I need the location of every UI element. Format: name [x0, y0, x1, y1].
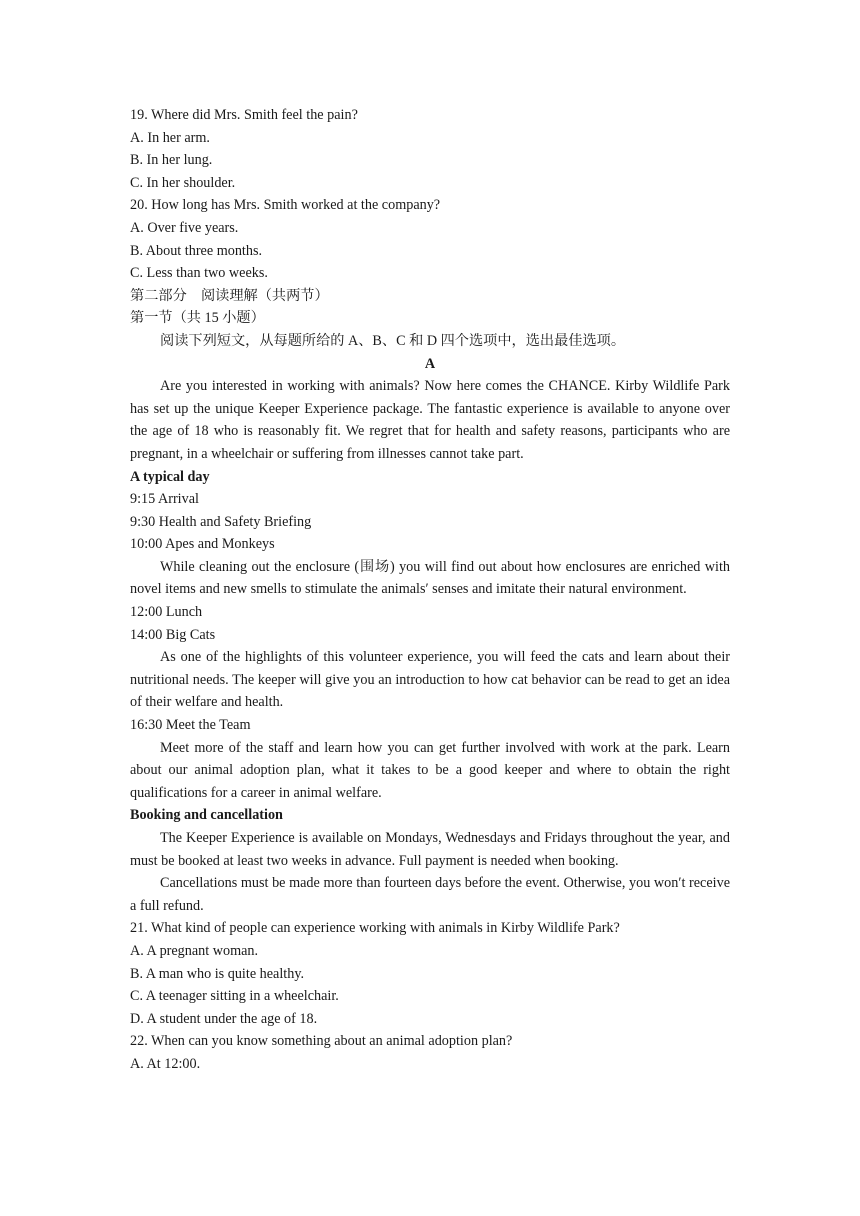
- question-21: 21. What kind of people can experience working with animals in Kirby Wildlife Park?: [130, 920, 620, 937]
- schedule-item: 16:30 Meet the Team: [130, 717, 251, 734]
- option-19a: A. In her arm.: [130, 129, 210, 146]
- question-20: 20. How long has Mrs. Smith worked at the company?: [130, 197, 441, 214]
- apes-description: While cleaning out the enclosure (围场) you will find out about how enclosures are enriched with novel items and new smells to stimulate the animals′ senses and imitate their natural environment.: [130, 558, 730, 598]
- option-19c: C. In her shoulder.: [130, 174, 236, 191]
- schedule-item: 14:00 Big Cats: [130, 626, 216, 643]
- cancellation-text: Cancellations must be made more than fourteen days before the event. Otherwise, you won′t receive a full refund.: [130, 875, 730, 914]
- option-20b: B. About three months.: [130, 242, 263, 259]
- option-19b: B. In her lung.: [130, 152, 213, 169]
- booking-text: The Keeper Experience is available on Mondays, Wednesdays and Fridays throughout the year, and must be booked at least two weeks in advance. Full payment is needed when booking.: [130, 830, 730, 869]
- option-21b: B. A man who is quite healthy.: [130, 965, 305, 982]
- part2-heading: 第二部分 阅读理解（共两节）: [130, 287, 329, 304]
- option-21c: C. A teenager sitting in a wheelchair.: [130, 988, 339, 1005]
- schedule-item: 12:00 Lunch: [130, 604, 203, 621]
- cats-description: As one of the highlights of this volunteer experience, you will feed the cats and learn about their nutritional needs. The keeper will give you an introduction to how cat behavior can be read to get an idea of their welfare and health.: [130, 649, 730, 711]
- exam-page: [130, 104, 730, 1076]
- option-21a: A. A pregnant woman.: [130, 942, 259, 959]
- instruction: 阅读下列短文，从每题所给的 A、B、C 和 D 四个选项中，选出最佳选项。: [160, 332, 626, 349]
- option-22a: A. At 12:00.: [130, 1055, 201, 1072]
- schedule-item: 9:30 Health and Safety Briefing: [130, 513, 312, 530]
- option-20c: C. Less than two weeks.: [130, 265, 268, 282]
- typical-day-heading: A typical day: [130, 468, 210, 485]
- question-22: 22. When can you know something about an animal adoption plan?: [130, 1033, 513, 1050]
- section1-heading: 第一节（共 15 小题）: [130, 310, 265, 327]
- passage-intro: Are you interested in working with animals? Now here comes the CHANCE. Kirby Wildlife Park has set up the unique Keeper Experience package. The fantastic experience is available to anyone over the age of 18 who is reasonably fit. We regret that for health and safety reasons, participants who are pregnant, in a wheelchair or suffering from illnesses cannot take part.: [130, 378, 730, 462]
- option-20a: A. Over five years.: [130, 219, 239, 236]
- team-description: Meet more of the staff and learn how you can get further involved with work at the park. Learn about our animal adoption plan, what it takes to be a good keeper and where to obtain the right qualifications for a career in animal welfare.: [130, 739, 730, 801]
- option-21d: D. A student under the age of 18.: [130, 1010, 318, 1027]
- schedule-item: 9:15 Arrival: [130, 491, 199, 508]
- question-19: 19. Where did Mrs. Smith feel the pain?: [130, 107, 358, 123]
- schedule-item: 10:00 Apes and Monkeys: [130, 536, 275, 553]
- passage-label: A: [424, 355, 436, 372]
- booking-heading: Booking and cancellation: [130, 807, 283, 824]
